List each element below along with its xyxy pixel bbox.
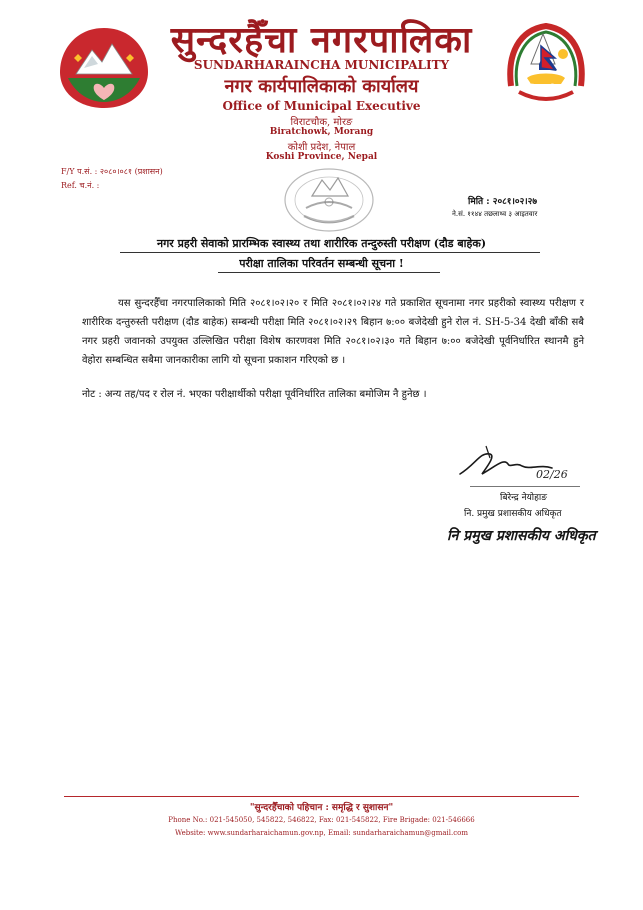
subject-underline: [120, 252, 540, 253]
municipality-title-english: SUNDARHARAINCHA MUNICIPALITY: [193, 58, 450, 72]
signatory-name: बिरेन्द्र नेयोहाङ: [500, 493, 547, 503]
footer-contact: Phone No.: 021-545050, 545822, 546822, Fax: 021-545822, Fire Brigade: 021-546666: [168, 816, 475, 824]
office-title-english: Office of Municipal Executive: [222, 99, 421, 113]
right-emblem-caption: सुन्दरहैँचा नगरपालिका, मोरङ: [520, 84, 574, 90]
municipality-title-devanagari: सुन्दरहैँचा नगरपालिका: [170, 19, 473, 61]
signature-line: [470, 486, 580, 487]
fiscal-year-reference: F/Y प.सं. : २०८०।०८१ (प्रशासन): [61, 167, 163, 176]
address-english-line-1: Biratchowk, Morang: [269, 127, 374, 137]
notice-subject-line-2: परीक्षा तालिका परिवर्तन सम्बन्धी सूचना !: [239, 257, 404, 270]
address-devanagari-line-2: कोशी प्रदेश, नेपाल: [287, 142, 356, 153]
address-english-line-2: Koshi Province, Nepal: [265, 152, 378, 162]
subject-underline: [218, 272, 440, 273]
office-title-devanagari: नगर कार्यपालिकाको कार्यालय: [224, 76, 419, 97]
signature-date: 02/26: [536, 468, 568, 481]
notice-subject-line-1: नगर प्रहरी सेवाको प्रारम्भिक स्वास्थ्य तथा शारीरिक तन्दुरुस्ती परीक्षण (दौड बाहेक): [156, 237, 487, 250]
letter-date: मिति : २०८१।०२।२७: [468, 197, 538, 207]
designation-stamp: नि प्रमुख प्रशासकीय अधिकृत: [447, 528, 596, 544]
signatory-title: नि. प्रमुख प्रशासकीय अधिकृत: [464, 509, 562, 519]
nepal-sambat-date: ने.सं. ११४४ तछलाथ्व ३ आइतवार: [452, 210, 538, 218]
dispatch-number-reference: Ref. च.नं. :: [61, 181, 100, 190]
footer-divider: [64, 796, 579, 797]
address-devanagari-line-1: विराटचौक, मोरङ: [290, 117, 353, 128]
notice-body-paragraph: यस सुन्दरहैँचा नगरपालिकाको मिति २०८१।०२।२० र मिति २०८१।०२।२४ गते प्रकाशित सूचनामा नगर प्रहरीको स्वास्थ्य परीक्षण र शारीरिक दन्तुरुस्ती परीक्षण (दौड बाहेक) सम्बन्धी परीक्षा मिति २०८१।०२।२९ बिहान ७:०० बजेदेखी हुने रोल नं. SH-5-34 देखी बाँकी सबै नगर प्रहरी जवानको उपयुक्त उल्लिखित परीक्षा विशेष कारणवश मिति २०८१।०२।३० गते बिहान ७:०० बजेदेखी पूर्वनिर्धारित स्थानमै हुने वेहोरा सम्बन्धित सबैमा जानकारीका लागि यो सूचना प्रकाशन गरिएको छ ।: [82, 298, 584, 366]
footer-website: Website: www.sundarharaichamun.gov.np, Email: sundarharaichamun@gmail.com: [174, 829, 469, 837]
notice-note: नोट : अन्य तह/पद र रोल नं. भएका परीक्षार्थीको परीक्षा पूर्वनिर्धारित तालिका बमोजिम नै हुनेछ ।: [82, 389, 427, 400]
footer-slogan: "सुन्दरहैँचाको पहिचान : समृद्धि र सुशासन": [249, 803, 394, 813]
office-seal-icon: [282, 166, 376, 234]
